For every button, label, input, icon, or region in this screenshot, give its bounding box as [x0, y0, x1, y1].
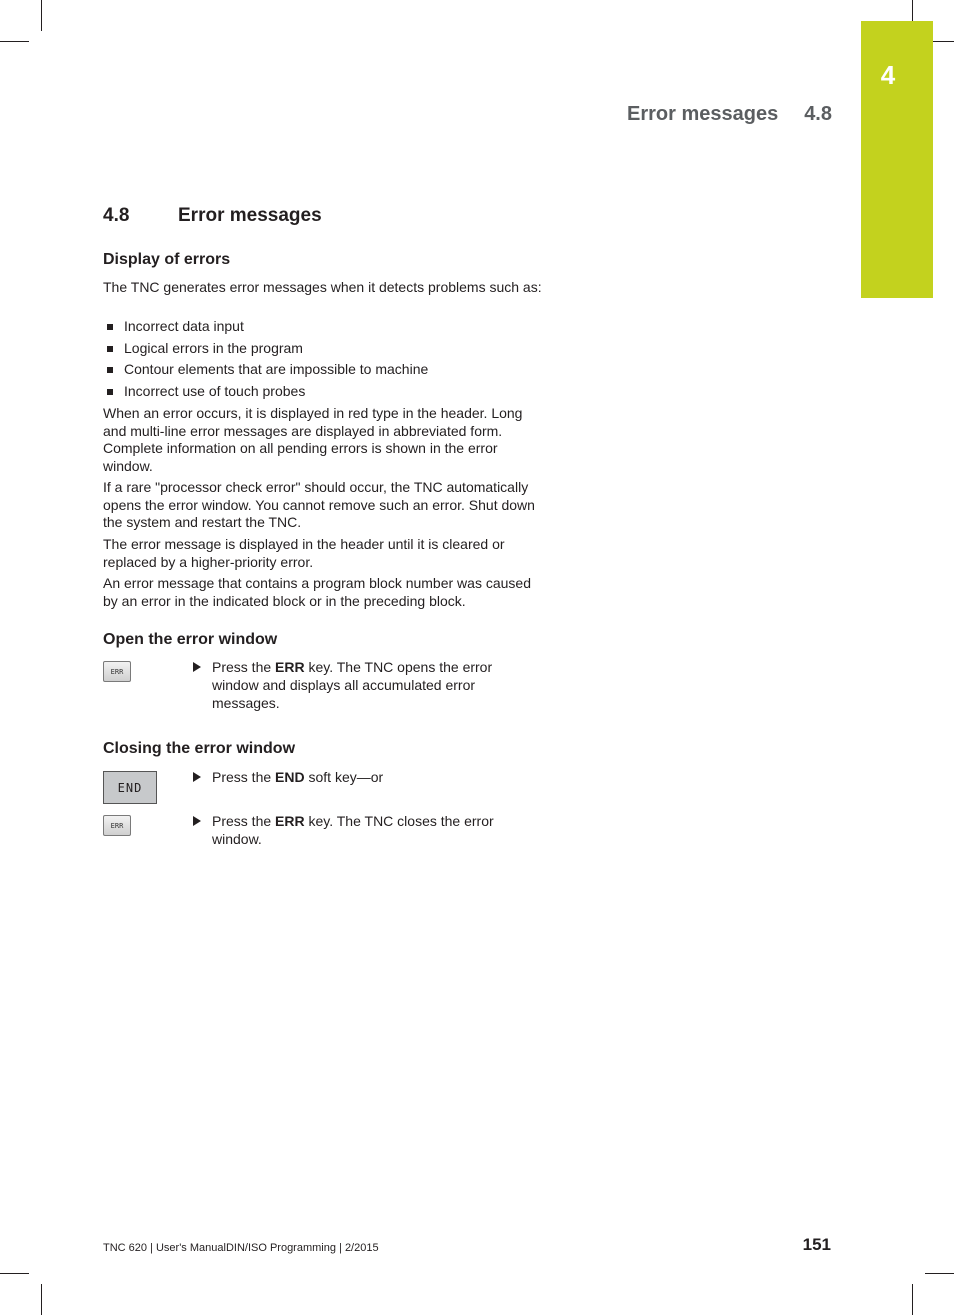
section-number: 4.8 [103, 205, 130, 226]
arrow-right-icon [193, 662, 201, 672]
section-heading: Error messages [178, 205, 322, 226]
crop-mark [41, 1284, 42, 1315]
arrow-right-icon [193, 772, 201, 782]
instruction-step: Press the ERR key. The TNC opens the error window and displays all accumulated error messages. [212, 658, 512, 712]
open-window-heading: Open the error window [103, 631, 278, 648]
running-head-title: Error messages [626, 103, 779, 125]
crop-mark [912, 1284, 913, 1315]
paragraph: When an error occurs, it is displayed in red type in the header. Long and multi-line error messages are displayed in abbreviated form. Complete information on all pending errors is shown in the error window. [103, 405, 523, 474]
instruction-step: Press the END soft key—or [212, 768, 512, 786]
crop-mark [912, 0, 913, 21]
bullet-square-icon [107, 367, 113, 373]
page-number: 151 [802, 1235, 831, 1254]
crop-mark [41, 0, 42, 31]
bullet-square-icon [107, 346, 113, 352]
paragraph: The error message is displayed in the header until it is cleared or replaced by a higher-priority error. [103, 536, 505, 570]
chapter-number: 4 [880, 60, 896, 90]
running-head [627, 103, 832, 126]
crop-mark [925, 1273, 954, 1274]
running-head-section: 4.8 [804, 103, 832, 125]
bullet-square-icon [107, 389, 113, 395]
section-title [103, 205, 322, 227]
arrow-right-icon [193, 816, 201, 826]
err-key-icon: ERR [103, 661, 131, 682]
bullet-square-icon [107, 324, 113, 330]
paragraph: An error message that contains a program block number was caused by an error in the indicated block or in the preceding block. [103, 575, 531, 609]
instruction-step: Press the ERR key. The TNC closes the error window. [212, 812, 512, 848]
display-errors-heading: Display of errors [103, 251, 231, 268]
intro-paragraph: The TNC generates error messages when it detects problems such as: [103, 279, 542, 295]
err-key-icon: ERR [103, 815, 131, 836]
crop-mark [0, 41, 29, 42]
paragraph: If a rare "processor check error" should occur, the TNC automatically opens the error window. You cannot remove such an error. Shut down the system and restart the TNC. [103, 479, 535, 530]
footer-text: TNC 620 | User's ManualDIN/ISO Programming | 2/2015 [103, 1242, 379, 1254]
closing-window-heading: Closing the error window [103, 740, 296, 757]
crop-mark [0, 1273, 29, 1274]
end-softkey-icon: END [103, 771, 157, 804]
